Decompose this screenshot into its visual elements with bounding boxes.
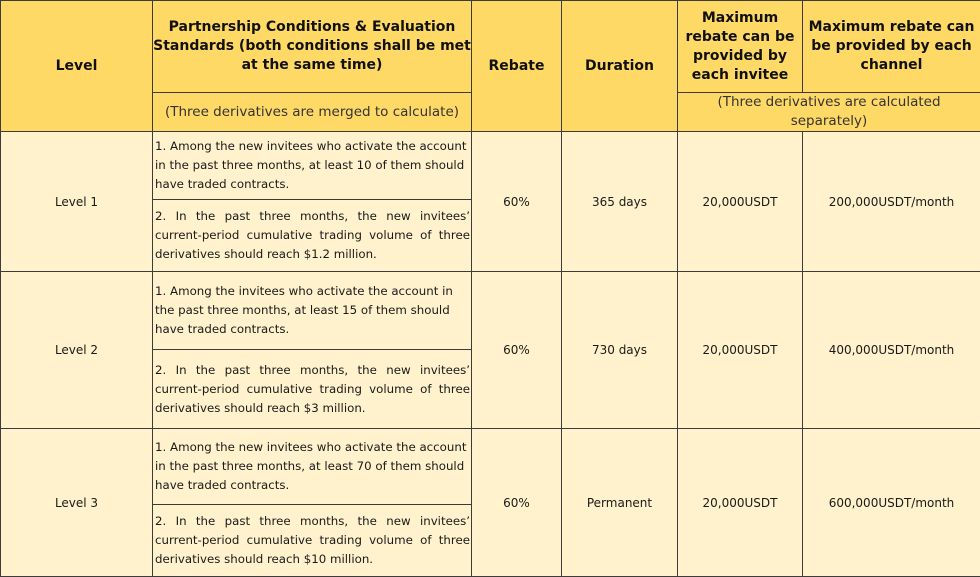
max-channel-cell: 600,000USDT/month: [803, 429, 980, 577]
condition-2-cell: 2. In the past three months, the new invitees’ current-period cumulative trading volume of three derivatives should reach $1.2 million.: [153, 200, 472, 272]
rebate-cell: 60%: [472, 132, 562, 272]
table-row: [1, 132, 980, 200]
header-level: Level: [1, 1, 153, 132]
header-rebate: Rebate: [472, 1, 562, 132]
table-row: [1, 272, 980, 350]
max-channel-cell: 400,000USDT/month: [803, 272, 980, 429]
level-cell: Level 2: [1, 272, 153, 429]
header-duration: Duration: [562, 1, 678, 132]
header-max-invitee: Maximum rebate can be provided by each invitee: [678, 1, 803, 93]
max-channel-cell: 200,000USDT/month: [803, 132, 980, 272]
rebate-cell: 60%: [472, 272, 562, 429]
condition-2-cell: 2. In the past three months, the new invitees’ current-period cumulative trading volume of three derivatives should reach $10 million.: [153, 505, 472, 577]
level-cell: Level 3: [1, 429, 153, 577]
max-invitee-cell: 20,000USDT: [678, 429, 803, 577]
header-row: [1, 1, 980, 93]
condition-2-cell: 2. In the past three months, the new invitees’ current-period cumulative trading volume of three derivatives should reach $3 million.: [153, 350, 472, 429]
max-invitee-cell: 20,000USDT: [678, 132, 803, 272]
condition-1-cell: 1. Among the invitees who activate the account in the past three months, at least 15 of them should have traded contracts.: [153, 272, 472, 350]
header-conditions: Partnership Conditions & Evaluation Standards (both conditions shall be met at the same time): [153, 1, 472, 93]
duration-cell: Permanent: [562, 429, 678, 577]
condition-1-cell: 1. Among the new invitees who activate the account in the past three months, at least 10 of them should have traded contracts.: [153, 132, 472, 200]
rebate-cell: 60%: [472, 429, 562, 577]
table-row: [1, 429, 980, 505]
duration-cell: 730 days: [562, 272, 678, 429]
header-conditions-note: (Three derivatives are merged to calculate): [153, 93, 472, 132]
header-separate-note: (Three derivatives are calculated separately): [678, 93, 980, 132]
level-cell: Level 1: [1, 132, 153, 272]
duration-cell: 365 days: [562, 132, 678, 272]
condition-1-cell: 1. Among the new invitees who activate the account in the past three months, at least 70 of them should have traded contracts.: [153, 429, 472, 505]
header-max-channel: Maximum rebate can be provided by each channel: [803, 1, 980, 93]
max-invitee-cell: 20,000USDT: [678, 272, 803, 429]
